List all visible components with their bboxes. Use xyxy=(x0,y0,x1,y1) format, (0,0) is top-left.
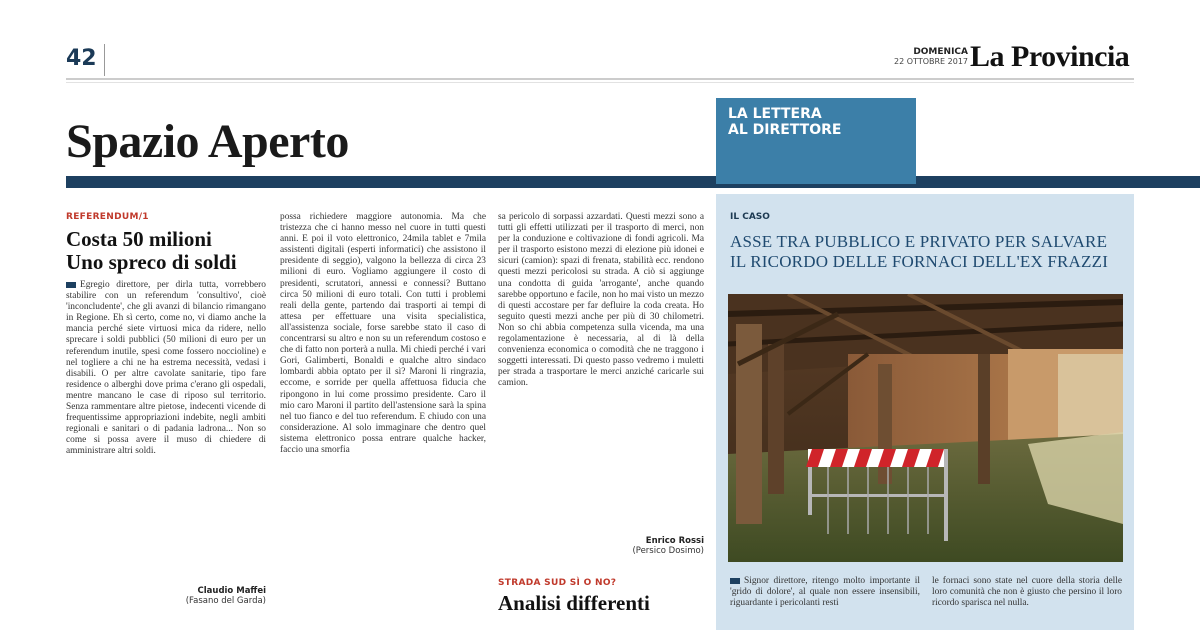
article-kicker: REFERENDUM/1 xyxy=(66,212,149,222)
article-strada xyxy=(498,212,704,615)
header-rule xyxy=(66,78,1134,80)
lettera-label xyxy=(728,106,908,138)
letter-marker-icon xyxy=(66,282,76,288)
il-caso-body-right: le fornaci sono state nel cuore della storia delle loro comunità che non è giusto che persino il loro ricordo sparisca nel nulla. xyxy=(932,576,1122,609)
article-body-col1 xyxy=(66,280,266,580)
il-caso-headline-line2: IL RICORDO DELLE FORNACI DELL'EX FRAZZI xyxy=(730,252,1109,271)
section-title: Spazio Aperto xyxy=(66,115,349,168)
newspaper-logo: La Provincia xyxy=(970,40,1130,73)
signature-name: Claudio Maffei xyxy=(197,586,266,596)
signature-place-2: (Persico Dosimo) xyxy=(632,546,704,556)
signature-place: (Fasano del Garda) xyxy=(185,596,266,606)
issue-day: DOMENICA xyxy=(913,47,968,57)
lettera-label-line2: AL DIRETTORE xyxy=(728,122,842,138)
header-rule-thin xyxy=(66,82,1134,83)
issue-date-text: 22 OTTOBRE 2017 xyxy=(894,57,968,66)
section-band xyxy=(66,176,1200,188)
furnace-photo xyxy=(728,294,1123,562)
headline-line1: Costa 50 milioni xyxy=(66,227,212,251)
il-caso-headline xyxy=(730,232,1122,272)
il-caso-body-left xyxy=(730,576,920,609)
page-number: 42 xyxy=(66,46,97,71)
page-number-divider xyxy=(104,44,105,76)
letter-marker-icon-2 xyxy=(730,578,740,584)
signature-name-2: Enrico Rossi xyxy=(645,536,704,546)
il-caso-kicker: IL CASO xyxy=(730,212,770,222)
headline-line2: Uno spreco di soldi xyxy=(66,250,237,274)
il-caso-headline-line1: ASSE TRA PUBBLICO E PRIVATO PER SALVARE xyxy=(730,232,1108,251)
article-headline-3: Analisi differenti xyxy=(498,591,650,615)
article-referendum xyxy=(66,212,266,606)
lettera-label-line1: LA LETTERA xyxy=(728,106,822,122)
article-body-col2: possa richiedere maggiore autonomia. Ma che tristezza che ci hanno messo nel cuore in tutti questi anni. E poi il voto elettronico, 24mila tablet e 7mila assistenti digitali (esperti informatici) che assistono il presidente di seggio), valgono la bellezza di circa 23 milioni di euro. Vogliamo aggiungere il costo di presidenti, scrutatori, annessi e connessi? Buttano circa 50 milioni di euro totali. Con tutti i problemi reali della gente, partendo dai trasporti ai tempi di attesa per effettuare una visita specialistica, all'assistenza sociale, forse sarebbe stato il caso di concentrarsi su altro e non su un referendum costoso e che di fatto non porterà a nulla. Mi chiedi perché i vari Gori, Galimberti, Bonaldi e qualche altro sindaco lombardi abbia optato per il sì? Maroni li ringrazia, eccome, e sorride per quella affettuosa fiducia che ripongono in lui come prossimo presidente. Caro il mio caro Maroni il partito dell'astensione sarà la spina nel tuo fianco e del tuo referendum. E chiudo con una considerazione. Al solo immaginare che dentro quel sistema elettronico possa entrare qualche hacker, faccio una smorfia xyxy=(280,212,486,455)
article-kicker-3: STRADA SUD SÌ O NO? xyxy=(498,578,617,588)
il-caso-body-left-text: Signor direttore, ritengo molto importante il 'grido di dolore', al quale non essere insensibili, riguardante i pericolanti resti xyxy=(730,576,920,609)
issue-date xyxy=(880,48,968,66)
article-body-col2-wrap xyxy=(280,212,486,630)
article-body-text: Egregio direttore, per dirla tutta, vorrebbero stabilire con un referendum 'consultivo', cioè 'inconcludente', che gli avanzi di bilancio rimangano in Regione. Eh sì certo, come no, vi diamo anche la mancia perché siete virtuosi mica da ridere, nello sprecare i soldi pubblici (50 milioni di euro per un referendum inutile, spesi come fossero noccioline) e nel togliere a chi ne ha estrema necessità, vedasi i disabili. O per altre cavolate sanitarie, tipo fare residence o alberghi dove prima c'erano gli ospedali, mentre mancano le case di riposo sul territorio. Senza rammentare altre pietose, indecenti vicende di frequentissime appropriazioni indebite, negli ambiti regionali e sanitari o di padania ladrona... Non so come si possa avere il muso di chiedere di amministrare altri soldi. xyxy=(66,280,266,457)
article-body-col3: sa pericolo di sorpassi azzardati. Questi mezzi sono a tutti gli effetti utilizzati per il trasporto di merci, non per la conduzione e coltivazione di fondi agricoli. Ma per il trasporto esistono mezzi di elezione più idonei e sicuri (camion): spazi di frenata, stabilità ecc. rendono questi mezzi pericolosi su strada. A ciò si aggiunge una condotta di guida 'arrogante', anche quando sarebbe opportuno e facile, non ho mai visto un mezzo di questi accostare per far defluire la coda creata. Ho seguito questi mezzi anche per più di 30 chilometri. Non so chi abbia competenza sulla vicenda, ma una regolamentazione è necessaria, al di là della convenienza economica o comodità che ne traggono i soggetti interessati. Di questo passo vedremo i muletti per strada a trasportare le merci anziché caricarle sui camion. xyxy=(498,212,704,389)
article-headline xyxy=(66,228,266,274)
